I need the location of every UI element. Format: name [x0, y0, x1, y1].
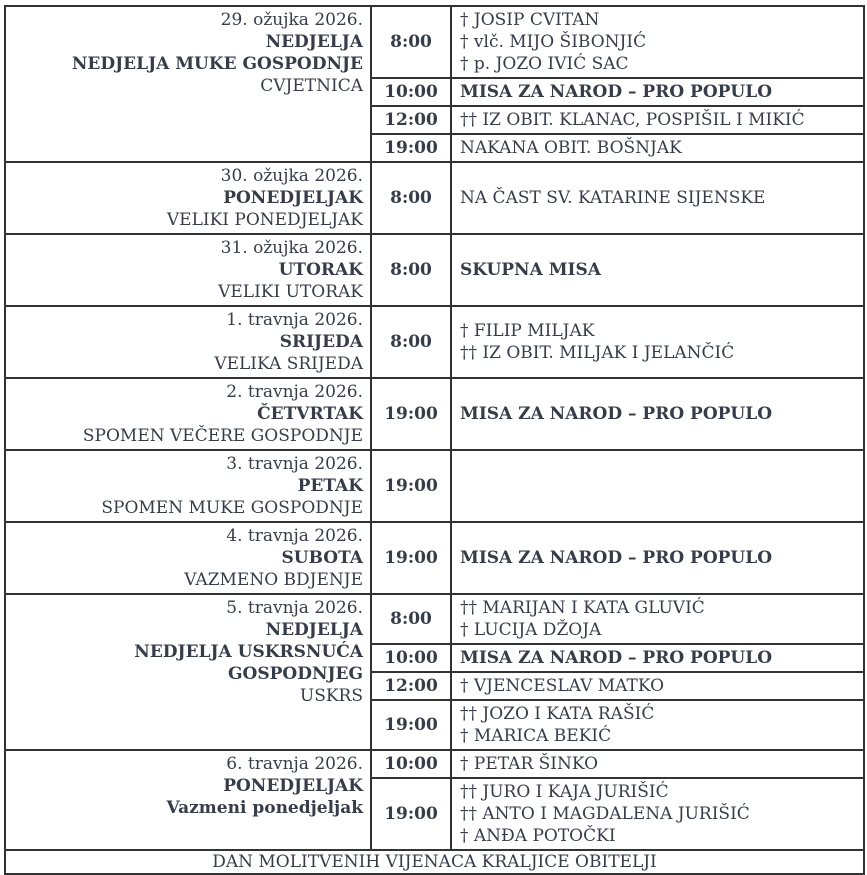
date-line: NEDJELJA [265, 32, 363, 52]
intention-line: MISA ZA NAROD – PRO POPULO [460, 82, 773, 102]
intention-cell [451, 378, 864, 450]
date-line: NEDJELJA [265, 620, 363, 640]
table-row [5, 750, 864, 778]
table-row [5, 6, 864, 78]
intention-line: † VJENCESLAV MATKO [460, 676, 665, 696]
intention-line: † LUCIJA DŽOJA [460, 620, 602, 640]
date-line: NEDJELJA USKRSNUĆA [134, 642, 363, 662]
date-line: PONEDJELJAK [223, 188, 363, 208]
date-cell [5, 378, 371, 450]
date-cell [5, 6, 371, 162]
intention-line: †† IZ OBIT. KLANAC, POSPIŠIL I MIKIĆ [460, 110, 805, 130]
intention-line: † vlč. MIJO ŠIBONJIĆ [460, 32, 647, 52]
table-row [5, 378, 864, 450]
intention-line: †† JURO I KAJA JURIŠIĆ [460, 782, 669, 802]
date-cell [5, 162, 371, 234]
intention-line: MISA ZA NAROD – PRO POPULO [460, 648, 773, 668]
intention-cell [451, 644, 864, 672]
time-cell: 8:00 [371, 594, 451, 644]
table-row [5, 234, 864, 306]
date-line: 6. travnja 2026. [226, 754, 363, 774]
time-cell: 19:00 [371, 522, 451, 594]
schedule-body [5, 6, 864, 850]
date-line: VAZMENO BDJENJE [184, 570, 363, 590]
intention-cell [451, 234, 864, 306]
date-line: ČETVRTAK [257, 404, 363, 424]
time-cell: 8:00 [371, 234, 451, 306]
date-line: 29. ožujka 2026. [220, 10, 363, 30]
intention-cell [451, 700, 864, 750]
table-row [5, 306, 864, 378]
date-line: 5. travnja 2026. [226, 598, 363, 618]
time-cell: 19:00 [371, 378, 451, 450]
intention-line: †† ANTO I MAGDALENA JURIŠIĆ [460, 804, 750, 824]
date-line: 2. travnja 2026. [226, 382, 363, 402]
time-cell: 19:00 [371, 450, 451, 522]
date-line: SRIJEDA [279, 332, 363, 352]
date-line: VELIKI UTORAK [218, 282, 363, 302]
intention-line: † JOSIP CVITAN [460, 10, 600, 30]
intention-line: †† MARIJAN I KATA GLUVIĆ [460, 598, 705, 618]
footer-row [5, 850, 864, 874]
intention-cell [451, 750, 864, 778]
time-cell: 10:00 [371, 644, 451, 672]
intention-cell [451, 162, 864, 234]
table-row [5, 594, 864, 644]
table-row [5, 522, 864, 594]
date-line: 30. ožujka 2026. [220, 166, 363, 186]
date-cell [5, 450, 371, 522]
date-line: GOSPODNJEG [228, 664, 363, 684]
date-cell [5, 750, 371, 850]
intention-line: † MARICA BEKIĆ [460, 726, 612, 746]
intention-line: †† IZ OBIT. MILJAK I JELANČIĆ [460, 343, 735, 363]
intention-line: NAKANA OBIT. BOŠNJAK [460, 138, 682, 158]
intention-cell [451, 6, 864, 78]
intention-cell [451, 522, 864, 594]
mass-schedule-table [4, 5, 865, 875]
intention-line: NA ČAST SV. KATARINE SIJENSKE [460, 188, 766, 208]
date-line: VELIKI PONEDJELJAK [166, 210, 363, 230]
date-line: 1. travnja 2026. [226, 310, 363, 330]
date-line: VELIKA SRIJEDA [214, 354, 363, 374]
time-cell: 8:00 [371, 162, 451, 234]
intention-line: SKUPNA MISA [460, 260, 601, 280]
date-line: SPOMEN VEČERE GOSPODNJE [82, 426, 363, 446]
intention-line: † PETAR ŠINKO [460, 754, 599, 774]
intention-cell [451, 778, 864, 850]
date-line: UTORAK [278, 260, 363, 280]
date-cell [5, 234, 371, 306]
table-row [5, 450, 864, 522]
time-cell: 12:00 [371, 672, 451, 700]
time-cell: 19:00 [371, 134, 451, 162]
date-line: 4. travnja 2026. [226, 526, 363, 546]
date-line: PETAK [297, 476, 363, 496]
date-line: PONEDJELJAK [223, 776, 363, 796]
intention-cell [451, 306, 864, 378]
date-line: SUBOTA [281, 548, 363, 568]
time-cell: 8:00 [371, 306, 451, 378]
date-cell [5, 306, 371, 378]
date-line: USKRS [299, 686, 363, 706]
date-cell [5, 594, 371, 750]
time-cell: 10:00 [371, 78, 451, 106]
time-cell: 12:00 [371, 106, 451, 134]
intention-cell [451, 78, 864, 106]
date-line: NEDJELJA MUKE GOSPODNJE [71, 54, 363, 74]
intention-cell [451, 106, 864, 134]
intention-line: †† JOZO I KATA RAŠIĆ [460, 704, 655, 724]
time-cell: 19:00 [371, 778, 451, 850]
intention-cell [451, 450, 864, 522]
intention-cell [451, 672, 864, 700]
date-line: SPOMEN MUKE GOSPODNJE [101, 498, 363, 518]
intention-cell [451, 134, 864, 162]
intention-line: MISA ZA NAROD – PRO POPULO [460, 548, 773, 568]
time-cell: 8:00 [371, 6, 451, 78]
footer-note: DAN MOLITVENIH VIJENACA KRALJICE OBITELJI [5, 850, 864, 874]
intention-line: † FILIP MILJAK [460, 321, 595, 341]
intention-line: MISA ZA NAROD – PRO POPULO [460, 404, 773, 424]
intention-line: † ANĐA POTOČKI [460, 826, 616, 846]
intention-line: † p. JOZO IVIĆ SAC [460, 54, 629, 74]
time-cell: 19:00 [371, 700, 451, 750]
time-cell: 10:00 [371, 750, 451, 778]
intention-cell [451, 594, 864, 644]
date-line: 3. travnja 2026. [226, 454, 363, 474]
date-cell [5, 522, 371, 594]
date-line: Vazmeni ponedjeljak [166, 798, 363, 818]
date-line: CVJETNICA [260, 76, 363, 96]
table-row [5, 162, 864, 234]
date-line: 31. ožujka 2026. [220, 238, 363, 258]
